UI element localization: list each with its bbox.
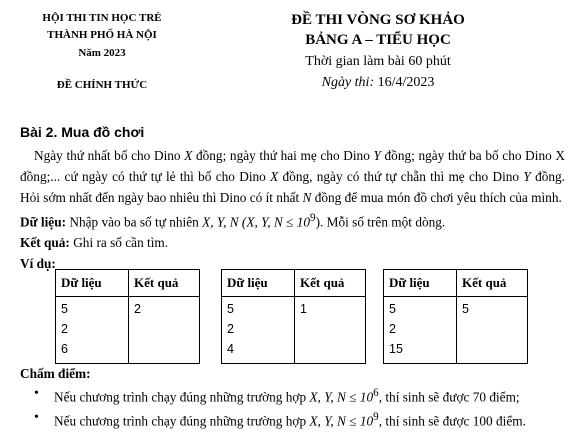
scoring-text: Nếu chương trình chạy đúng những trường hợp (54, 389, 310, 405)
var-x: X (184, 148, 193, 163)
scoring-exponent: 9 (373, 411, 379, 424)
organizer-header (16, 10, 188, 94)
input-value: 5 (227, 302, 234, 316)
examples-area (55, 269, 570, 359)
organizer-line2: THÀNH PHỐ HÀ NỘI (47, 29, 157, 41)
input-tail: ). Mỗi số trên một dòng. (315, 214, 446, 230)
scoring-label: Chấm điểm: (20, 366, 91, 381)
col-input-header: Dữ liệu (222, 270, 295, 297)
output-value: 5 (462, 302, 469, 316)
statement-text: Ngày thứ nhất bố cho Dino (34, 148, 185, 163)
input-value: 5 (389, 302, 396, 316)
example-table (383, 269, 528, 364)
input-text: Nhập vào ba số tự nhiên (66, 214, 203, 230)
example-header-row (222, 270, 366, 297)
example-row (384, 297, 528, 364)
col-input-header: Dữ liệu (384, 270, 457, 297)
input-value: 2 (227, 322, 234, 336)
organizer-line1: HỘI THI TIN HỌC TRẺ (42, 12, 162, 24)
input-exponent: 9 (310, 212, 316, 224)
example-header-row (56, 270, 200, 297)
scoring-text: , thí sinh sẽ được 100 điểm. (378, 413, 526, 429)
problem-body (20, 145, 565, 274)
input-math: X, Y, N (X, Y, N ≤ 10 (202, 214, 311, 230)
example-row (56, 297, 200, 364)
output-cell (295, 297, 366, 364)
problem-title: Bài 2. Mua đồ chơi (20, 124, 145, 140)
scoring-list (20, 383, 526, 432)
input-value: 15 (389, 342, 403, 356)
example-table (55, 269, 200, 364)
output-value: 1 (300, 302, 307, 316)
input-spec (20, 208, 565, 232)
statement-text: đồng, ngày có thứ tự chẵn thì mẹ cho Dino (278, 169, 524, 184)
scoring-math: X, Y, N ≤ 10 (309, 389, 374, 405)
statement-text: đồng. Hỏi sớm nhất đến ngày bao nhiêu thì Dino có ít nhất (20, 169, 565, 205)
output-cell (129, 297, 200, 364)
input-value: 6 (61, 342, 68, 356)
var-y: Y (523, 169, 531, 184)
input-cell (222, 297, 295, 364)
statement-text: đồng; ngày thứ ba bố cho Dino X đồng;... cứ ngày có thứ tự lẻ thì bố cho Dino (20, 148, 565, 184)
var-x: X (270, 169, 279, 184)
var-n: N (302, 190, 312, 205)
scoring-exponent: 6 (373, 387, 379, 399)
problem-statement (20, 145, 565, 208)
input-value: 2 (389, 322, 396, 336)
input-value: 5 (61, 302, 68, 316)
output-label: Kết quả: (20, 235, 70, 251)
statement-text: đồng; ngày thứ hai mẹ cho Dino (192, 148, 374, 163)
scoring-text: Nếu chương trình chạy đúng những trường hợp (54, 413, 310, 429)
statement-text: đồng để mua món đồ chơi yêu thích của mình. (311, 190, 562, 205)
scoring-item (20, 383, 526, 407)
exam-duration: Thời gian làm bài 60 phút (305, 54, 451, 69)
output-text: Ghi ra số cần tìm. (69, 235, 169, 251)
input-cell (56, 297, 129, 364)
scoring-item (20, 407, 526, 431)
example-row (222, 297, 366, 364)
input-label: Dữ liệu: (20, 214, 67, 230)
output-value: 2 (134, 302, 141, 316)
exam-date (263, 72, 493, 93)
example-table (221, 269, 366, 364)
col-output-header: Kết quả (129, 270, 200, 297)
input-cell (384, 297, 457, 364)
var-y: Y (373, 148, 381, 163)
example-header-row (384, 270, 528, 297)
output-spec (20, 232, 565, 253)
exam-level: BẢNG A – TIỂU HỌC (305, 32, 451, 48)
example-label: Ví dụ: (20, 256, 56, 272)
scoring-text: , thí sinh sẽ được 70 điểm; (378, 389, 520, 405)
col-input-header: Dữ liệu (56, 270, 129, 297)
exam-header (263, 10, 493, 93)
exam-title: ĐỀ THI VÒNG SƠ KHẢO (291, 12, 465, 28)
input-value: 2 (61, 322, 68, 336)
output-cell (457, 297, 528, 364)
col-output-header: Kết quả (457, 270, 528, 297)
scoring-math: X, Y, N ≤ 10 (309, 413, 374, 429)
col-output-header: Kết quả (295, 270, 366, 297)
input-value: 4 (227, 342, 234, 356)
exam-date-value: 16/4/2023 (377, 75, 435, 90)
official-label: ĐỀ CHÍNH THỨC (56, 79, 148, 91)
exam-date-label: Ngày thi: (321, 75, 375, 90)
contest-year: Năm 2023 (78, 47, 126, 59)
